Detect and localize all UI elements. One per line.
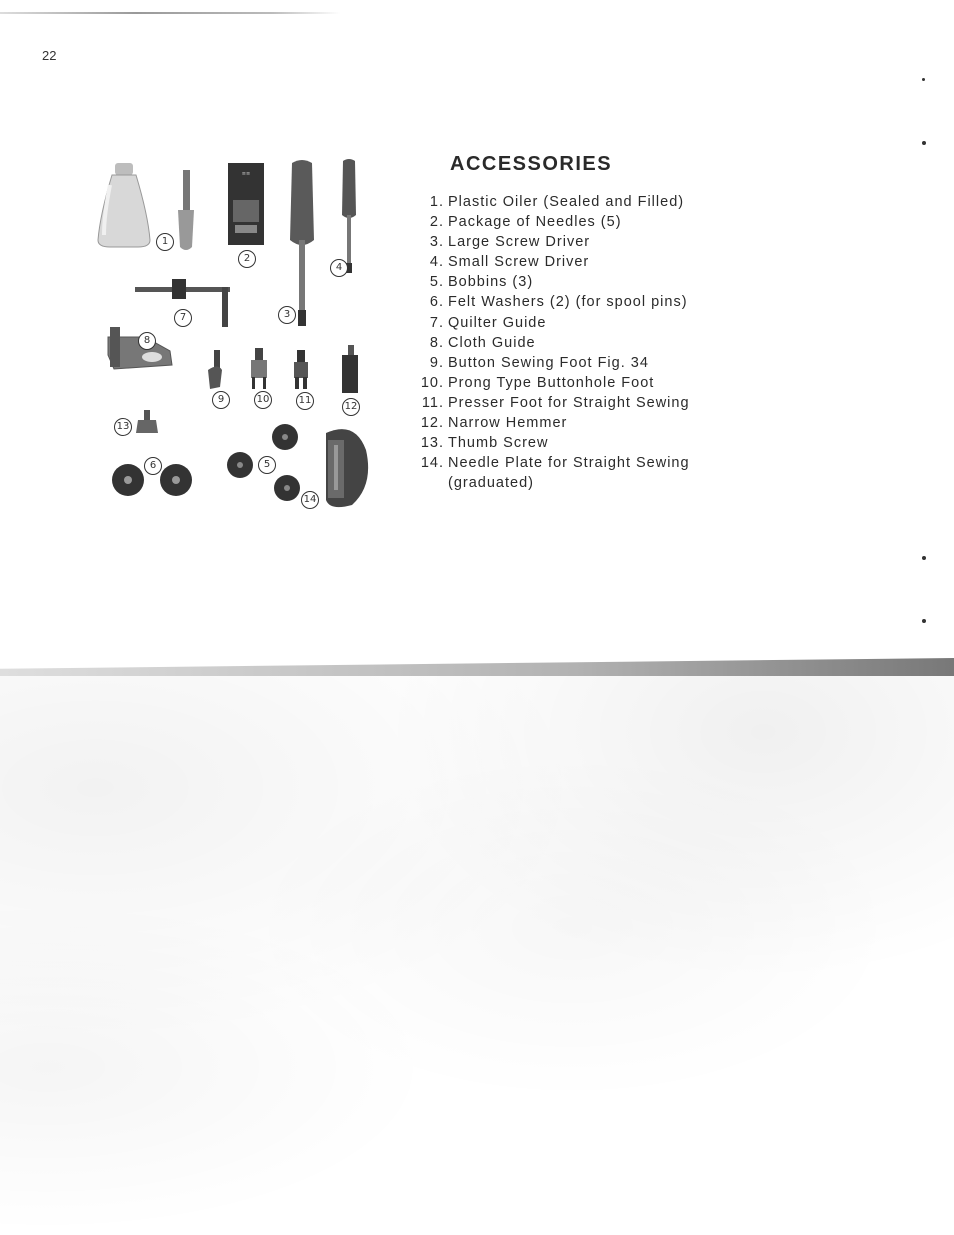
list-item: 7. Quilter Guide — [429, 314, 547, 331]
list-item: 5. Bobbins (3) — [429, 274, 534, 291]
callout-3: 3 — [278, 306, 296, 324]
callout-14: 14 — [301, 491, 319, 509]
scan-shadow-band — [0, 658, 954, 676]
list-item: 1. Plastic Oiler (Sealed and Filled) — [429, 194, 685, 210]
callout-13: 13 — [114, 418, 132, 436]
section-heading: ACCESSORIES — [450, 153, 613, 175]
thumb-screw-icon — [136, 410, 158, 433]
list-item: 4. Small Screw Driver — [429, 254, 590, 271]
oiler-bottle-icon — [98, 163, 150, 247]
button-sewing-foot-icon — [208, 350, 222, 389]
page-number: 22 — [42, 48, 57, 63]
large-screwdriver-icon — [290, 160, 314, 326]
presser-foot-icon — [294, 350, 308, 389]
accessories-illustration — [90, 155, 390, 515]
list-item: 8. Cloth Guide — [429, 334, 536, 351]
list-item: 13. Thumb Screw — [420, 435, 549, 452]
callout-12: 12 — [342, 398, 360, 416]
accessories-drawing — [90, 155, 390, 515]
callout-6: 6 — [144, 457, 162, 475]
callout-1: 1 — [156, 233, 174, 251]
scan-top-rule — [0, 12, 340, 14]
oiler-spout-icon — [178, 170, 194, 250]
callout-7: 7 — [174, 309, 192, 327]
list-item: 6. Felt Washers (2) (for spool pins) — [429, 294, 688, 311]
list-item: 11. Presser Foot for Straight Sewing — [421, 394, 690, 411]
needle-package-icon — [228, 163, 264, 245]
callout-11: 11 — [296, 392, 314, 410]
scan-speck — [922, 556, 926, 560]
callout-5: 5 — [258, 456, 276, 474]
callout-10: 10 — [254, 391, 272, 409]
list-item: 10. Prong Type Buttonhole Foot — [420, 374, 655, 391]
callout-9: 9 — [212, 391, 230, 409]
callout-8: 8 — [138, 332, 156, 350]
list-item: 9. Button Sewing Foot Fig. 34 — [429, 354, 649, 371]
scan-speck — [922, 141, 926, 145]
list-item: 2. Package of Needles (5) — [429, 214, 622, 231]
buttonhole-foot-icon — [251, 348, 267, 389]
svg-text:≡≡: ≡≡ — [241, 171, 251, 177]
list-item-continuation: (graduated) — [448, 475, 534, 492]
small-screwdriver-icon — [342, 159, 356, 273]
accessories-list — [408, 192, 690, 493]
callout-4: 4 — [330, 259, 348, 277]
callout-2: 2 — [238, 250, 256, 268]
list-item: 12. Narrow Hemmer — [420, 415, 568, 432]
scan-noise-area — [0, 676, 954, 1235]
scan-speck — [922, 78, 925, 81]
list-item: 14. Needle Plate for Straight Sewing — [420, 455, 690, 472]
list-item: 3. Large Screw Driver — [429, 234, 591, 251]
needle-plate-icon — [326, 429, 368, 507]
narrow-hemmer-icon — [342, 345, 358, 393]
scan-speck — [922, 619, 926, 623]
